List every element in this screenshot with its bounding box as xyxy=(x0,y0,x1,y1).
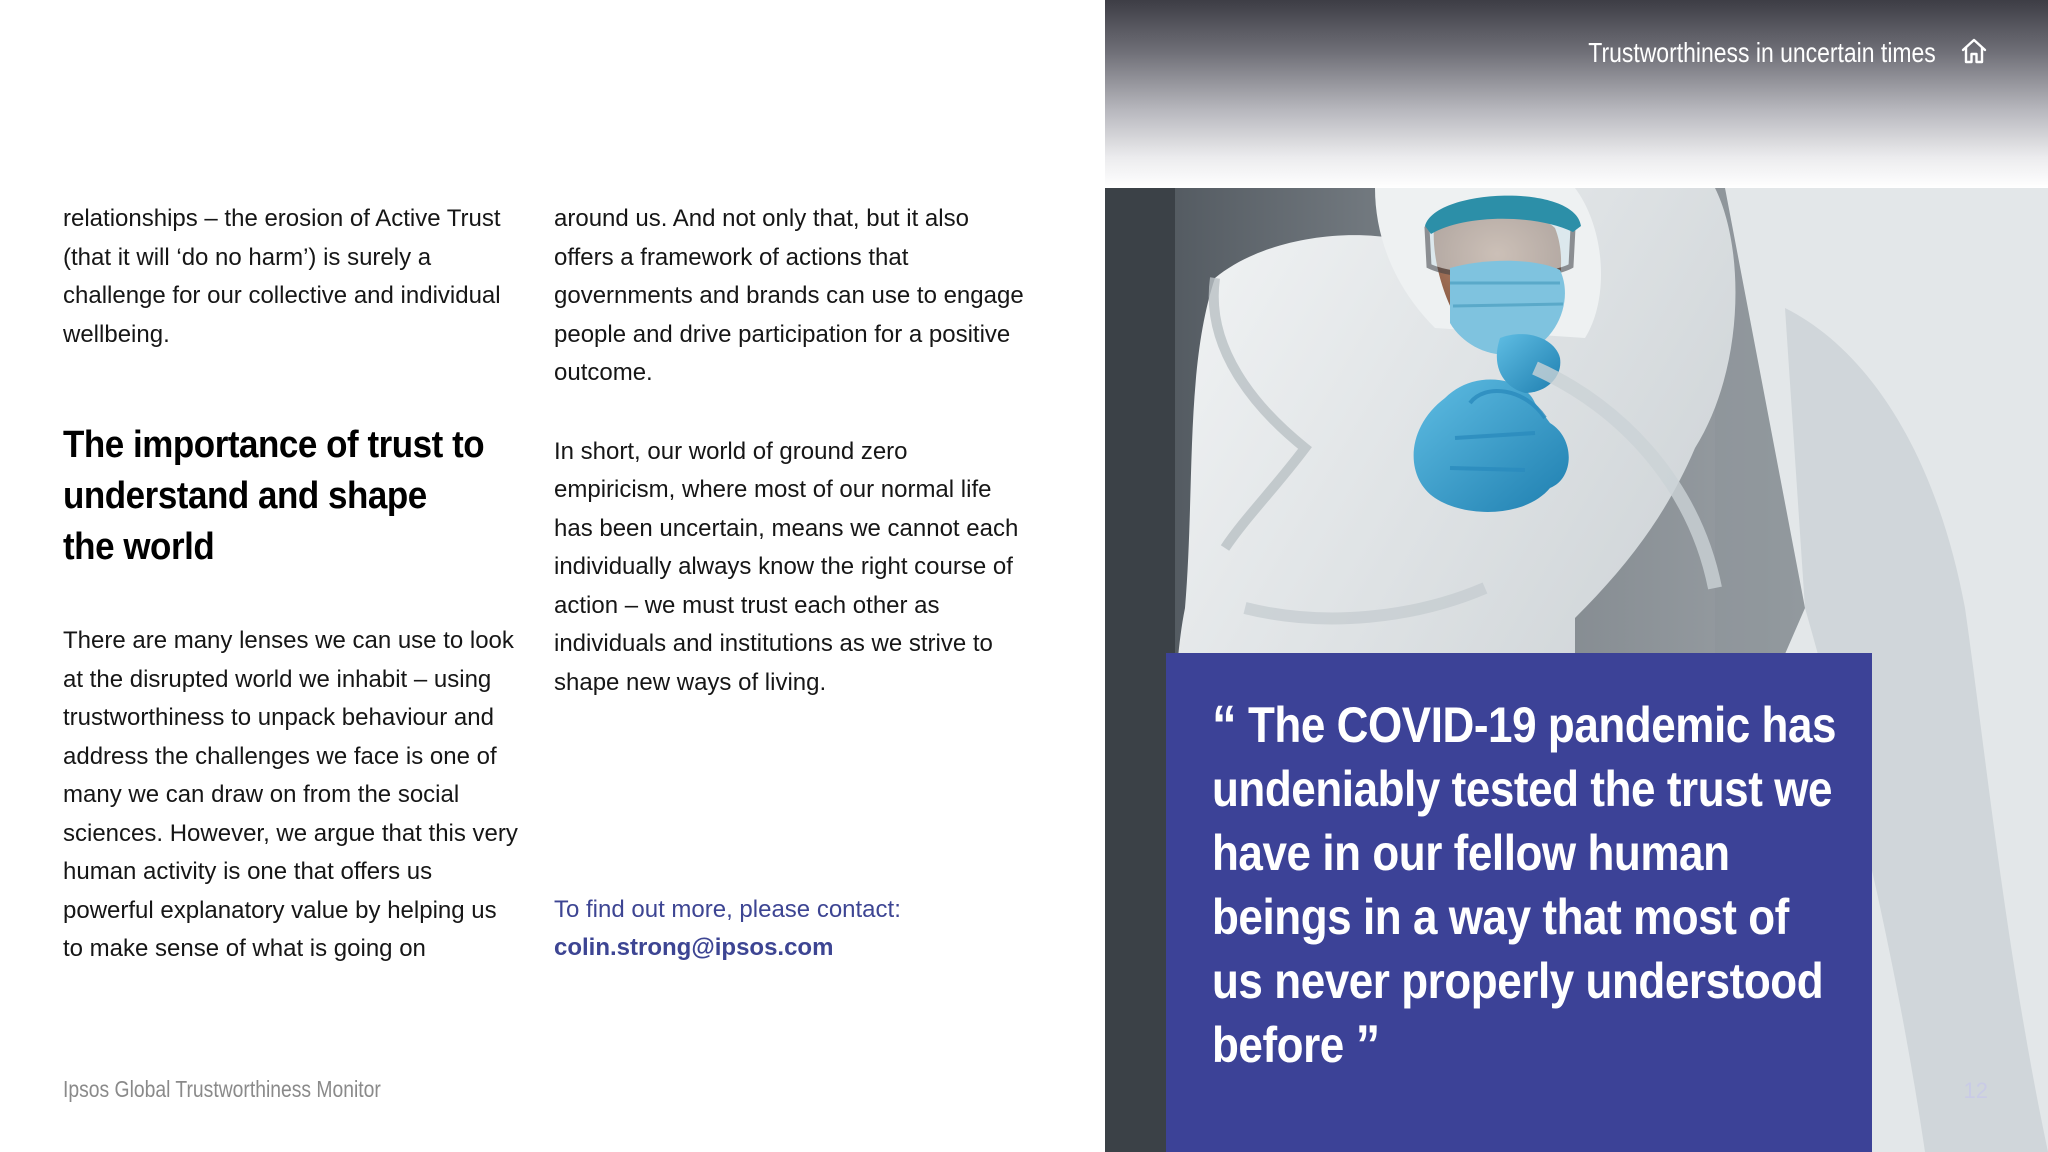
contact-email-link[interactable]: colin.strong@ipsos.com xyxy=(554,934,834,961)
pull-quote-box xyxy=(1166,653,1872,1152)
contact-block xyxy=(554,891,901,967)
left-paragraph-2: There are many lenses we can use to look at the disrupted world we inhabit – using trustworthiness to unpack behaviour and address the challenges we face is one of many we can draw on from the social sciences. However, we argue that this very human activity is one that offers us powerful explanatory value by helping us to make sense of what is going on xyxy=(63,627,518,962)
middle-paragraph-2: In short, our world of ground zero empiricism, where most of our normal life has been uncertain, means we cannot each individually always know the right course of action – we must trust each other as individuals and institutions as we strive to shape new ways of living. xyxy=(554,437,1019,696)
left-column xyxy=(63,200,523,969)
pull-quote xyxy=(1212,693,1846,1077)
middle-paragraph-1: around us. And not only that, but it also offers a framework of actions that governments and brands can use to engage people and drive participation for a positive outcome. xyxy=(554,205,1024,386)
home-icon[interactable] xyxy=(1960,37,1988,65)
open-quote-mark: “ xyxy=(1212,693,1237,756)
contact-label: To find out more, please contact: xyxy=(554,896,901,923)
close-quote-mark: ” xyxy=(1355,1013,1380,1076)
page-number: 12 xyxy=(1963,1078,1988,1103)
right-panel xyxy=(1105,0,2048,1152)
section-subheading: The importance of trust to understand and shape the world xyxy=(63,424,485,568)
left-paragraph-1: relationships – the erosion of Active Trust (that it will ‘do no harm’) is surely a challenge for our collective and individual wellbeing. xyxy=(63,205,501,348)
header-section-title: Trustworthiness in uncertain times xyxy=(1588,37,1936,68)
header-band xyxy=(1105,0,2048,188)
middle-column xyxy=(554,200,1034,702)
pull-quote-text: The COVID-19 pandemic has undeniably tested the trust we have in our fellow human beings in a way that most of us never properly understood before xyxy=(1212,697,1837,1073)
footer-publication-title: Ipsos Global Trustworthiness Monitor xyxy=(63,1076,381,1102)
